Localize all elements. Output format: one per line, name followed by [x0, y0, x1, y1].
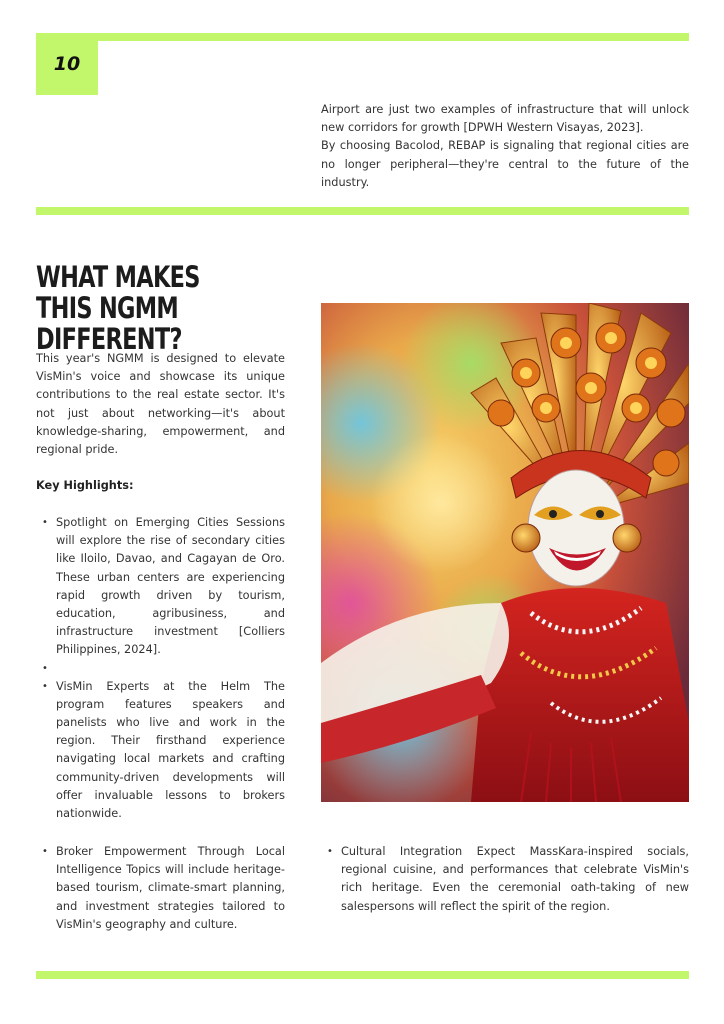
highlights-list-continued [36, 843, 285, 934]
section-heading: WHAT MAKES THIS NGMM DIFFERENT? [36, 260, 200, 356]
masskara-dancer-illustration [321, 303, 689, 802]
list-item-empty [36, 660, 285, 678]
intro-text [321, 101, 689, 192]
key-highlights-label: Key Highlights: [36, 479, 134, 492]
divider-bar [36, 207, 689, 215]
list-item: • VisMin Experts at the Helm The program features speakers and panelists who live and work in the region. Their firsthand experience navigating local markets and crafting community-driven developments will offer invaluable lessons to brokers nationwide. [36, 678, 285, 824]
highlights-list-right [321, 843, 689, 916]
intro-paragraph: Airport are just two examples of infrastructure that will unlock new corridors for growth [DPWH Western Visayas, 2023]. [321, 103, 689, 135]
festival-photo [321, 303, 689, 802]
page-number: 10 [36, 33, 98, 95]
top-accent-bar [36, 33, 689, 41]
list-item: • Spotlight on Emerging Cities Sessions will explore the rise of secondary cities like Iloilo, Davao, and Cagayan de Oro. These urban centers are experiencing rapid growth driven by tourism, education, agribusiness, and infrastructure investment [Colliers Philippines, 2024]. [36, 514, 285, 660]
intro-paragraph: By choosing Bacolod, REBAP is signaling that regional cities are no longer peripheral—they're central to the future of the industry. [321, 139, 689, 189]
list-item: • Broker Empowerment Through Local Intelligence Topics will include heritage-based tourism, climate-smart planning, and investment strategies tailored to VisMin's geography and culture. [36, 843, 285, 934]
bottom-accent-bar [36, 971, 689, 979]
highlights-list [36, 514, 285, 823]
list-item: • Cultural Integration Expect MassKara-inspired socials, regional cuisine, and performances that celebrate VisMin's rich heritage. Even the ceremonial oath-taking of new salespersons will reflect the spirit of the region. [321, 843, 689, 916]
lead-paragraph: This year's NGMM is designed to elevate VisMin's voice and showcase its unique contributions to the real estate sector. It's not just about networking—it's about knowledge-sharing, empowerment, and regional pride. [36, 352, 285, 457]
